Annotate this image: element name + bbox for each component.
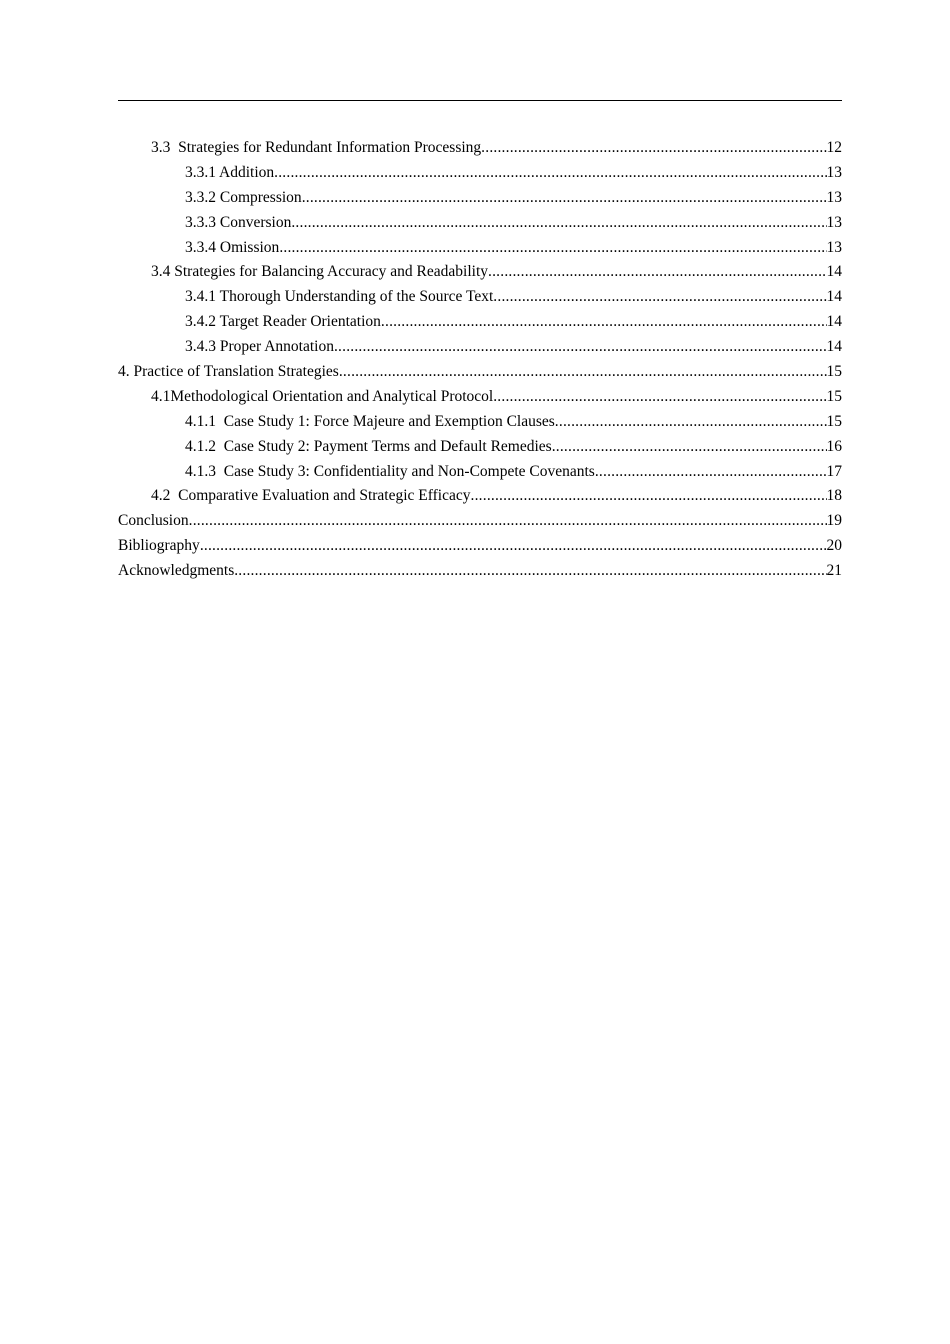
header-rule bbox=[118, 100, 842, 101]
toc-entry-page-number: 14 bbox=[826, 288, 842, 306]
toc-dot-leader bbox=[488, 260, 826, 285]
toc-entry-page-number: 12 bbox=[826, 139, 842, 156]
toc-entry-title: 3.4.1 Thorough Understanding of the Source Text bbox=[185, 288, 494, 306]
toc-entry-page-number: 13 bbox=[826, 188, 842, 206]
table-of-contents bbox=[118, 136, 842, 584]
toc-dot-leader bbox=[200, 534, 827, 559]
toc-dot-leader bbox=[555, 410, 827, 435]
toc-entry-title: 4.1.3 Case Study 3: Confidentiality and Non-Compete Covenants bbox=[185, 462, 595, 480]
toc-entry-title: 3.3.4 Omission bbox=[185, 238, 280, 256]
toc-entry-page-number: 13 bbox=[826, 213, 842, 231]
toc-entry-page-number: 13 bbox=[826, 163, 842, 181]
toc-entry-title: 4.1Methodological Orientation and Analytical Protocol bbox=[151, 387, 494, 405]
toc-entry[interactable] bbox=[118, 534, 842, 559]
toc-entry[interactable] bbox=[118, 509, 842, 534]
toc-entry-page-number: 19 bbox=[826, 512, 842, 530]
toc-dot-leader bbox=[189, 509, 827, 534]
toc-entry-title: Bibliography bbox=[118, 537, 200, 555]
toc-entry-title: 4.2 Comparative Evaluation and Strategic Efficacy bbox=[151, 487, 471, 505]
toc-entry-page-number: 18 bbox=[826, 487, 842, 505]
toc-entry-title: 3.4.2 Target Reader Orientation bbox=[185, 313, 381, 331]
toc-entry-title: 4.1.1 Case Study 1: Force Majeure and Exemption Clauses bbox=[185, 412, 555, 430]
toc-entry[interactable] bbox=[118, 136, 842, 161]
toc-entry[interactable] bbox=[118, 236, 842, 261]
toc-dot-leader bbox=[279, 236, 826, 261]
toc-entry-title: Conclusion bbox=[118, 512, 189, 530]
toc-entry-page-number: 21 bbox=[826, 562, 842, 580]
toc-entry[interactable] bbox=[118, 310, 842, 335]
toc-dot-leader bbox=[481, 136, 826, 161]
toc-entry[interactable] bbox=[118, 410, 842, 435]
toc-entry[interactable] bbox=[118, 161, 842, 186]
toc-entry[interactable] bbox=[118, 260, 842, 285]
toc-entry-title: 4. Practice of Translation Strategies bbox=[118, 363, 339, 381]
toc-dot-leader bbox=[274, 161, 826, 186]
toc-entry-page-number: 20 bbox=[826, 537, 842, 555]
toc-entry-page-number: 14 bbox=[826, 263, 842, 281]
toc-entry-page-number: 15 bbox=[826, 387, 842, 405]
toc-entry-title: 3.3.1 Addition bbox=[185, 163, 275, 181]
toc-entry-page-number: 14 bbox=[826, 313, 842, 331]
toc-dot-leader bbox=[339, 360, 827, 385]
toc-entry-title: 3.3.3 Conversion bbox=[185, 213, 292, 231]
toc-entry-title: 4.1.2 Case Study 2: Payment Terms and Default Remedies bbox=[185, 437, 552, 455]
toc-entry[interactable] bbox=[118, 484, 842, 509]
toc-entry-title: 3.3 Strategies for Redundant Information Processing bbox=[151, 139, 482, 156]
toc-entry-title: 3.4.3 Proper Annotation bbox=[185, 338, 334, 356]
toc-entry[interactable] bbox=[118, 186, 842, 211]
toc-dot-leader bbox=[334, 335, 827, 360]
toc-entry-page-number: 13 bbox=[826, 238, 842, 256]
toc-dot-leader bbox=[291, 211, 826, 236]
toc-entry-title: Acknowledgments bbox=[118, 562, 235, 580]
toc-entry[interactable] bbox=[118, 211, 842, 236]
toc-entry-page-number: 17 bbox=[826, 462, 842, 480]
toc-dot-leader bbox=[493, 285, 826, 310]
toc-entry-page-number: 15 bbox=[826, 412, 842, 430]
toc-entry-title: 3.4 Strategies for Balancing Accuracy and Readability bbox=[151, 263, 489, 281]
toc-dot-leader bbox=[493, 385, 826, 410]
toc-entry[interactable] bbox=[118, 559, 842, 584]
toc-dot-leader bbox=[234, 559, 826, 584]
toc-entry[interactable] bbox=[118, 385, 842, 410]
toc-entry-title: 3.3.2 Compression bbox=[185, 188, 302, 206]
toc-dot-leader bbox=[302, 186, 827, 211]
toc-dot-leader bbox=[552, 435, 827, 460]
toc-entry[interactable] bbox=[118, 435, 842, 460]
toc-entry[interactable] bbox=[118, 360, 842, 385]
toc-entry[interactable] bbox=[118, 285, 842, 310]
toc-entry[interactable] bbox=[118, 335, 842, 360]
toc-entry-page-number: 15 bbox=[826, 363, 842, 381]
toc-dot-leader bbox=[595, 460, 827, 485]
toc-dot-leader bbox=[381, 310, 827, 335]
toc-entry-page-number: 16 bbox=[826, 437, 842, 455]
toc-entry[interactable] bbox=[118, 460, 842, 485]
toc-entry-page-number: 14 bbox=[826, 338, 842, 356]
toc-dot-leader bbox=[471, 484, 827, 509]
